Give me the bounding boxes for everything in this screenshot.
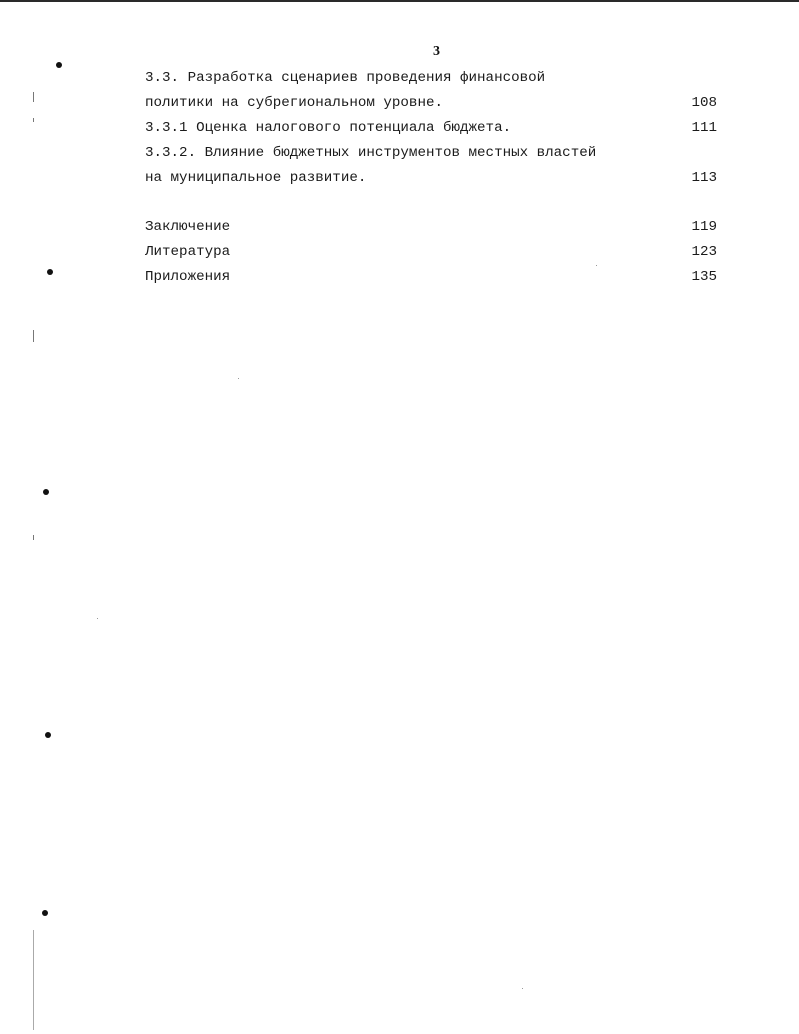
toc-entry-line (145, 166, 717, 191)
toc-entry-appendices (145, 265, 717, 290)
binder-hole-mark (47, 269, 53, 275)
toc-entry-conclusion (145, 215, 717, 240)
toc-entry-line (145, 116, 717, 141)
toc-entry-text: 3.3.2. Влияние бюджетных инструментов местных властей (145, 145, 597, 161)
scan-dot (522, 988, 523, 989)
toc-entry-literature (145, 240, 717, 265)
toc-entry-text: Приложения (145, 269, 231, 285)
scan-dot (97, 618, 98, 619)
binder-hole-mark (42, 910, 48, 916)
section-gap (145, 191, 717, 215)
toc-page-number: 135 (691, 269, 717, 285)
binder-hole-mark (45, 732, 51, 738)
toc-page-number: 119 (691, 219, 717, 235)
margin-speck (33, 930, 34, 1030)
binder-hole-mark (56, 62, 62, 68)
toc-page-number: 111 (691, 120, 717, 136)
toc-page-number: 113 (691, 170, 717, 186)
toc-page-number: 123 (691, 244, 717, 260)
toc-entry-line (145, 66, 717, 91)
toc-entry-text: 3.3. Разработка сценариев проведения финансовой (145, 70, 546, 86)
toc-page-number: 108 (691, 95, 717, 111)
toc-entry-text: Заключение (145, 219, 231, 235)
page-number: 3 (433, 44, 440, 59)
toc-entry-text: политики на субрегиональном уровне. (145, 95, 443, 111)
margin-speck (33, 535, 34, 540)
binder-hole-mark (43, 489, 49, 495)
toc-entry-text: Литература (145, 244, 231, 260)
toc-entry-line (145, 141, 717, 166)
table-of-contents (145, 66, 717, 290)
scan-top-border (0, 0, 799, 2)
margin-speck (33, 118, 34, 122)
toc-entry-text: 3.3.1 Оценка налогового потенциала бюджета. (145, 120, 512, 136)
toc-entry-text: на муниципальное развитие. (145, 170, 367, 186)
scan-dot (238, 378, 239, 379)
toc-entry-line (145, 91, 717, 116)
margin-speck (33, 330, 34, 342)
margin-speck (33, 92, 34, 102)
